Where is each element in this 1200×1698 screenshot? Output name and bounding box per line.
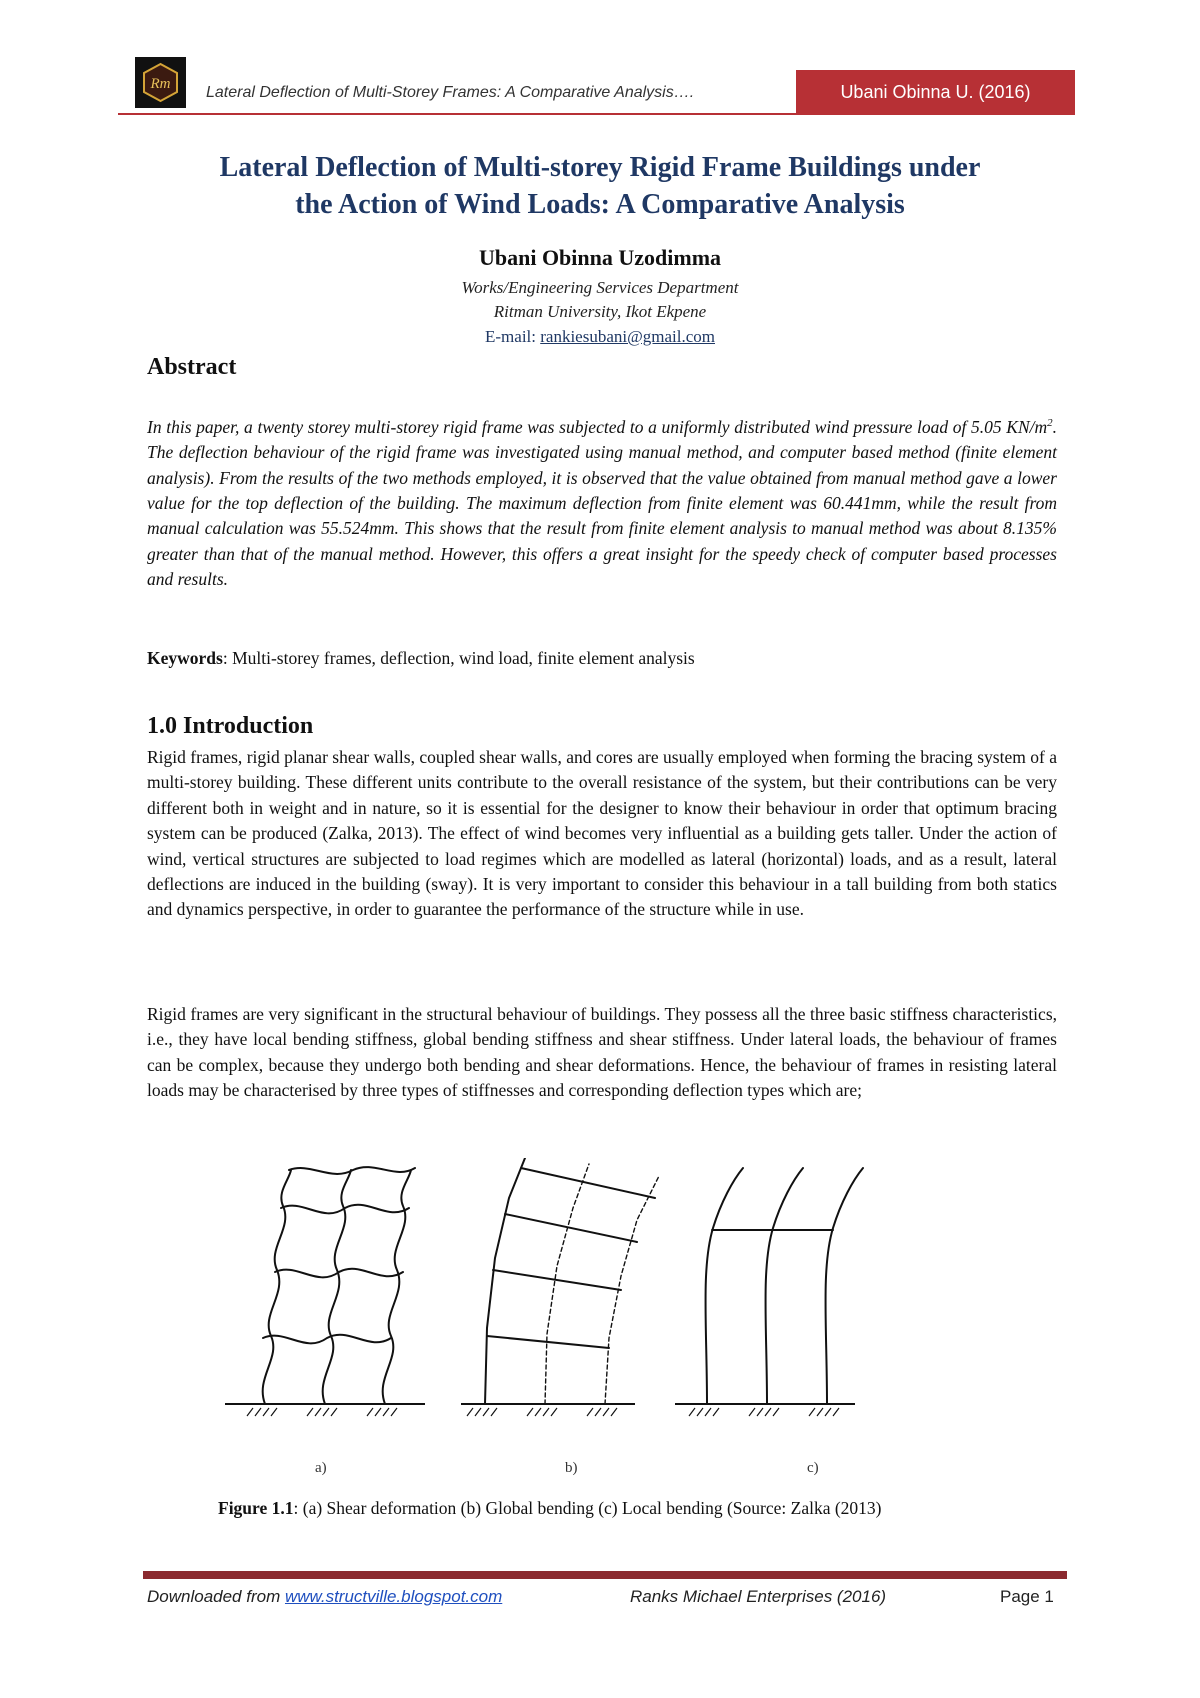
introduction-paragraph-1: Rigid frames, rigid planar shear walls, coupled shear walls, and cores are usually employed when forming the bracing system of a multi-storey building. These different units contribute to the overall resistance of the system, but their contributions can be very different both in weight and in nature, so it is essential for the designer to know their behaviour in order that optimum bracing system can be produced (Zalka, 2013). The effect of wind becomes very influential as a building gets taller. Under the action of wind, vertical structures are subjected to load regimes which are modelled as lateral (horizontal) loads, and as a result, lateral deflections are induced in the building (sway). It is very important to consider this behaviour in a tall building from both statics and dynamics perspective, in order to guarantee the performance of the structure while in use. (147, 747, 1057, 920)
frame-local-bending (706, 1168, 864, 1404)
paper-title-line-1: Lateral Deflection of Multi-storey Rigid Frame Buildings under (219, 152, 981, 183)
introduction-paragraph-2: Rigid frames are very significant in the structural behaviour of buildings. They possess all the three basic stiffness characteristics, i.e., they have local bending stiffness, global bending stiffness and shear stiffness. Under lateral loads, the behaviour of frames can be complex, because they undergo both bending and shear deformations. Hence, the behaviour of frames in resisting lateral loads may be characterised by three types of stiffnesses and corresponding deflection types which are; (147, 1004, 1057, 1101)
author-university: Ritman University, Ikot Ekpene (493, 302, 707, 321)
paper-title-line-2: the Action of Wind Loads: A Comparative Analysis (295, 189, 905, 220)
email-label: E-mail: (485, 327, 541, 346)
running-title: Lateral Deflection of Multi-Storey Frames: A Comparative Analysis…. (206, 84, 695, 101)
figure-caption-text: : (a) Shear deformation (b) Global bending (c) Local bending (Source: Zalka (2013) (293, 1498, 882, 1518)
author-email-line (120, 327, 1080, 347)
logo-letters: Rm (150, 76, 171, 92)
header-divider (118, 113, 1075, 115)
keywords (147, 646, 1057, 671)
abstract-heading: Abstract (147, 354, 237, 380)
frame-shear-deformation (263, 1167, 415, 1404)
page-number: Page 1 (1000, 1587, 1054, 1606)
footer-downloaded-label: Downloaded from (147, 1587, 285, 1606)
deflection-types-figure (225, 1158, 965, 1488)
abstract-text (147, 411, 1057, 593)
footer-divider (143, 1571, 1067, 1579)
footer-publisher: Ranks Michael Enterprises (2016) (630, 1587, 887, 1606)
abstract-text-part-1: In this paper, a twenty storey multi-storey rigid frame was subjected to a uniformly distributed wind pressure load of 5.05 KN/m (147, 416, 1048, 437)
author-year-badge: Ubani Obinna U. (2016) (796, 70, 1075, 114)
author-department: Works/Engineering Services Department (461, 278, 739, 297)
figure-caption-label: Figure 1.1 (218, 1498, 294, 1518)
figure-label-c: c) (807, 1460, 819, 1476)
email-link[interactable]: rankiesubani@gmail.com (540, 327, 715, 346)
keywords-text: : Multi-storey frames, deflection, wind load, finite element analysis (222, 648, 695, 668)
abstract-text-part-2: . The deflection behaviour of the rigid frame was investigated using manual method, and computer based method (finite element analysis). From the results of the two methods employed, it is observed that the value obtained from manual method gave a lower value for the top deflection of the building. The maximum deflection from finite element was 60.441mm, while the result from manual calculation was 55.524mm. This shows that the result from finite element analysis to manual method was about 8.135% greater than that of the manual method. However, this offers a great insight for the speedy check of computer based processes and results. (147, 416, 1057, 590)
figure-label-a: a) (315, 1460, 327, 1476)
figure-caption (218, 1496, 1018, 1520)
logo-emblem-icon (140, 62, 181, 103)
keywords-label: Keywords (147, 648, 223, 668)
footer-source-link[interactable]: www.structville.blogspot.com (284, 1587, 503, 1606)
author-name: Ubani Obinna Uzodimma (478, 245, 722, 270)
frame-global-bending (485, 1158, 659, 1404)
footer-source (147, 1587, 502, 1607)
introduction-heading: 1.0 Introduction (147, 713, 314, 739)
figure-label-b: b) (565, 1460, 578, 1476)
abstract-superscript: 2 (1047, 417, 1053, 429)
